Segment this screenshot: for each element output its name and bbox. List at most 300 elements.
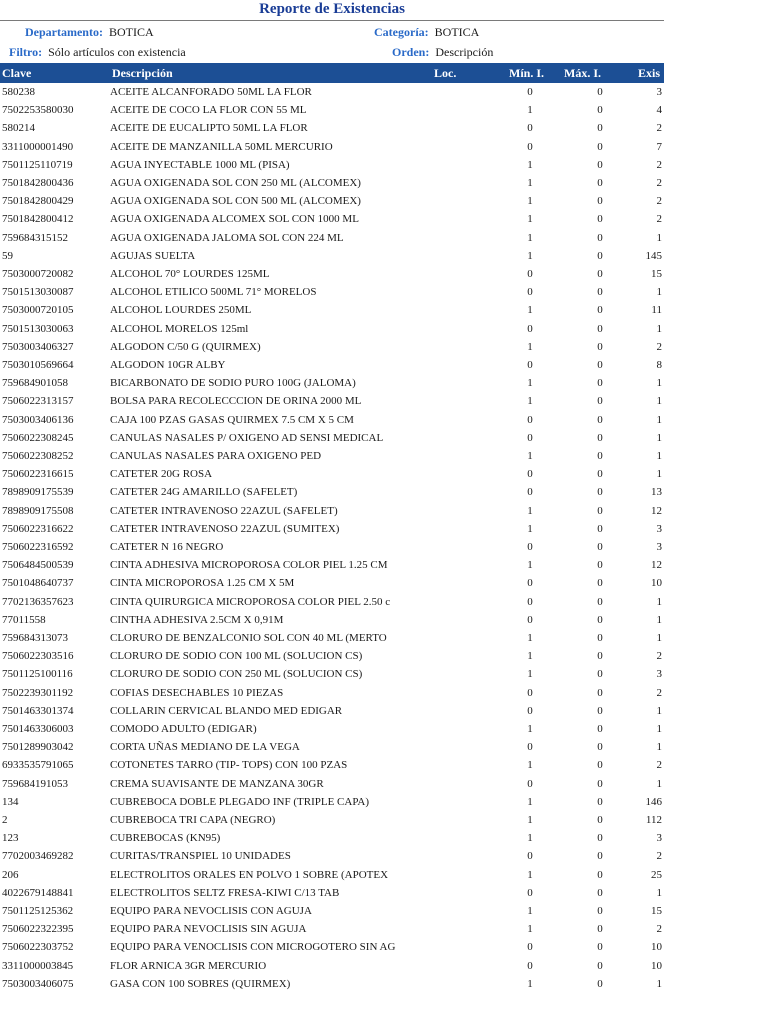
report-title: Reporte de Existencias	[259, 1, 405, 17]
cell-min: 1	[527, 759, 533, 772]
cell-min: 0	[527, 686, 533, 699]
departamento-field	[25, 25, 154, 40]
cell-exis: 2	[656, 650, 662, 663]
cell-min: 1	[527, 559, 533, 572]
cell-descripcion: CATETER N 16 NEGRO	[110, 541, 224, 553]
cell-clave: 7503000720105	[2, 304, 74, 317]
cell-exis: 12	[651, 504, 662, 517]
cell-min: 0	[527, 468, 533, 481]
cell-descripcion: BOLSA PARA RECOLECCCION DE ORINA 2000 ML	[110, 395, 362, 408]
cell-min: 1	[527, 395, 533, 408]
cell-max: 0	[597, 923, 603, 936]
cell-min: 0	[527, 431, 533, 444]
title-divider	[0, 20, 664, 21]
cell-clave: 7501842800436	[2, 177, 74, 189]
cell-max: 0	[597, 959, 603, 972]
cell-exis: 15	[651, 268, 662, 280]
cell-max: 0	[597, 832, 603, 845]
cell-min: 0	[527, 777, 533, 790]
table-row	[0, 210, 664, 228]
departamento-value: BOTICA	[108, 25, 154, 39]
cell-clave: 7503010569664	[2, 359, 74, 371]
cell-max: 0	[597, 613, 603, 626]
cell-min: 0	[527, 886, 533, 899]
cell-clave: 7501125110719	[2, 158, 73, 171]
cell-clave: 7898909175508	[2, 504, 74, 517]
table-row	[0, 556, 664, 574]
cell-descripcion: ACEITE DE COCO LA FLOR CON 55 ML	[110, 104, 307, 117]
cell-max: 0	[597, 723, 603, 735]
cell-min: 0	[527, 286, 533, 299]
cell-clave: 7501842800429	[2, 195, 74, 208]
table-row	[0, 447, 664, 465]
cell-exis: 1	[656, 322, 662, 335]
cell-descripcion: EQUIPO PARA NEVOCLISIS CON AGUJA	[110, 905, 312, 917]
cell-min: 0	[527, 613, 533, 626]
cell-clave: 4022679148841	[2, 886, 74, 899]
cell-exis: 1	[656, 395, 662, 408]
cell-exis: 1	[656, 413, 662, 426]
cell-descripcion: GASA CON 100 SOBRES (QUIRMEX)	[110, 977, 291, 990]
cell-min: 0	[527, 413, 533, 426]
cell-exis: 2	[656, 686, 662, 699]
cell-descripcion: COFIAS DESECHABLES 10 PIEZAS	[110, 686, 284, 699]
table-row	[0, 229, 664, 247]
cell-descripcion: CINTA ADHESIVA MICROPOROSA COLOR PIEL 1.25 CM	[110, 559, 388, 572]
cell-clave: 759684313073	[2, 632, 68, 644]
table-row	[0, 684, 664, 702]
cell-descripcion: AGUA OXIGENADA JALOMA SOL CON 224 ML	[110, 231, 344, 244]
cell-min: 1	[527, 249, 533, 262]
cell-exis: 3	[656, 832, 662, 845]
cell-min: 1	[527, 104, 533, 117]
cell-exis: 1	[656, 741, 662, 754]
cell-min: 1	[527, 522, 533, 535]
cell-clave: 7501513030063	[2, 322, 74, 335]
cell-descripcion: CLORURO DE SODIO CON 100 ML (SOLUCION CS)	[110, 650, 363, 663]
table-row	[0, 647, 664, 665]
table-row	[0, 192, 664, 210]
cell-clave: 7501125100116	[2, 668, 73, 681]
cell-descripcion: COLLARIN CERVICAL BLANDO MED EDIGAR	[110, 704, 343, 717]
cell-exis: 1	[656, 231, 662, 244]
cell-exis: 2	[656, 158, 662, 171]
table-row	[0, 502, 664, 520]
cell-max: 0	[597, 231, 603, 244]
cell-max: 0	[597, 595, 603, 608]
cell-clave: 7506022303752	[2, 941, 74, 954]
header-clave: Clave	[2, 66, 32, 80]
table-row	[0, 83, 664, 101]
table-row	[0, 138, 664, 156]
cell-max: 0	[597, 522, 603, 535]
cell-max: 0	[597, 668, 603, 681]
cell-clave: 580214	[2, 122, 35, 135]
cell-max: 0	[597, 977, 603, 990]
cell-clave: 7501289903042	[2, 741, 74, 754]
cell-descripcion: FLOR ARNICA 3GR MERCURIO	[110, 959, 267, 972]
cell-clave: 7506022322395	[2, 923, 74, 936]
cell-min: 1	[527, 213, 533, 226]
categoria-label: Categoría:	[374, 25, 429, 39]
cell-max: 0	[597, 213, 603, 226]
cell-min: 0	[527, 595, 533, 608]
cell-exis: 11	[651, 304, 662, 317]
cell-clave: 206	[2, 868, 19, 881]
cell-max: 0	[597, 759, 603, 772]
cell-exis: 13	[651, 486, 662, 499]
cell-exis: 2	[656, 122, 662, 135]
table-row	[0, 793, 664, 811]
table-row	[0, 119, 664, 137]
cell-max: 0	[597, 868, 603, 881]
cell-exis: 12	[651, 559, 662, 572]
table-row	[0, 938, 664, 956]
cell-exis: 1	[656, 886, 662, 899]
categoria-value: BOTICA	[434, 25, 480, 39]
cell-max: 0	[597, 577, 603, 590]
cell-max: 0	[597, 340, 603, 353]
cell-min: 1	[527, 814, 533, 826]
filtro-label: Filtro:	[9, 45, 43, 59]
cell-descripcion: ACEITE DE EUCALIPTO 50ML LA FLOR	[110, 122, 308, 135]
cell-max: 0	[597, 450, 603, 462]
cell-descripcion: CREMA SUAVISANTE DE MANZANA 30GR	[110, 777, 324, 790]
cell-max: 0	[597, 686, 603, 699]
cell-clave: 7506022316592	[2, 541, 74, 553]
categoria-field	[374, 25, 479, 40]
cell-max: 0	[597, 177, 603, 189]
cell-max: 0	[597, 195, 603, 208]
cell-clave: 7702136357623	[2, 595, 74, 608]
cell-max: 0	[597, 140, 603, 153]
cell-exis: 3	[656, 86, 662, 98]
cell-min: 1	[527, 668, 533, 681]
cell-exis: 1	[656, 613, 662, 626]
cell-descripcion: BICARBONATO DE SODIO PURO 100G (JALOMA)	[110, 377, 356, 390]
cell-max: 0	[597, 122, 603, 135]
cell-clave: 759684191053	[2, 777, 68, 790]
table-row	[0, 847, 664, 865]
cell-clave: 759684315152	[2, 231, 68, 244]
cell-max: 0	[597, 468, 603, 481]
cell-min: 0	[527, 741, 533, 754]
cell-min: 1	[527, 723, 533, 735]
table-row	[0, 465, 664, 483]
cell-exis: 15	[651, 905, 662, 917]
cell-min: 1	[527, 795, 533, 808]
cell-max: 0	[597, 650, 603, 663]
cell-exis: 2	[656, 850, 662, 863]
cell-exis: 1	[656, 632, 662, 644]
cell-descripcion: ALCOHOL LOURDES 250ML	[110, 304, 252, 317]
cell-exis: 1	[656, 468, 662, 481]
table-row	[0, 629, 664, 647]
cell-exis: 1	[656, 450, 662, 462]
cell-descripcion: CINTA QUIRURGICA MICROPOROSA COLOR PIEL 2.50 c	[110, 595, 391, 608]
cell-clave: 7501463301374	[2, 704, 74, 717]
cell-min: 1	[527, 832, 533, 845]
cell-clave: 7501125125362	[2, 905, 74, 917]
cell-exis: 1	[656, 595, 662, 608]
cell-exis: 146	[645, 795, 662, 808]
cell-descripcion: EQUIPO PARA NEVOCLISIS SIN AGUJA	[110, 923, 307, 936]
cell-descripcion: EQUIPO PARA VENOCLISIS CON MICROGOTERO SIN AG	[110, 941, 396, 954]
cell-clave: 7506022303516	[2, 650, 74, 663]
cell-clave: 6933535791065	[2, 759, 74, 772]
cell-descripcion: ACEITE DE MANZANILLA 50ML MERCURIO	[110, 140, 333, 153]
cell-clave: 7506022308245	[2, 431, 74, 444]
cell-descripcion: COTONETES TARRO (TIP- TOPS) CON 100 PZAS	[110, 759, 348, 772]
cell-descripcion: CAJA 100 PZAS GASAS QUIRMEX 7.5 CM X 5 CM	[110, 413, 354, 426]
table-row	[0, 247, 664, 265]
table-row	[0, 392, 664, 410]
cell-clave: 7702003469282	[2, 850, 74, 863]
cell-max: 0	[597, 795, 603, 808]
cell-clave: 7502239301192	[2, 686, 74, 699]
cell-descripcion: CUBREBOCAS (KN95)	[110, 832, 221, 845]
cell-min: 1	[527, 650, 533, 663]
table-row	[0, 483, 664, 501]
table-row	[0, 884, 664, 902]
cell-max: 0	[597, 158, 603, 171]
cell-descripcion: CATETER 24G AMARILLO (SAFELET)	[110, 486, 298, 499]
table-row	[0, 593, 664, 611]
table-row	[0, 265, 664, 283]
table-row	[0, 957, 664, 975]
cell-clave: 7503000720082	[2, 268, 74, 280]
cell-min: 0	[527, 704, 533, 717]
cell-descripcion: CANULAS NASALES P/ OXIGENO AD SENSI MEDICAL	[110, 431, 384, 444]
cell-min: 1	[527, 905, 533, 917]
cell-clave: 123	[2, 832, 19, 845]
filtro-field	[9, 45, 186, 60]
cell-descripcion: ELECTROLITOS ORALES EN POLVO 1 SOBRE (APOTEX	[110, 868, 389, 881]
cell-clave: 7501463306003	[2, 723, 74, 735]
header-max: Máx. I.	[564, 66, 601, 80]
cell-min: 1	[527, 158, 533, 171]
cell-max: 0	[597, 704, 603, 717]
cell-min: 1	[527, 504, 533, 517]
cell-max: 0	[597, 886, 603, 899]
cell-clave: 134	[2, 795, 19, 808]
cell-exis: 2	[656, 195, 662, 208]
cell-max: 0	[597, 431, 603, 444]
cell-clave: 7502253580030	[2, 104, 74, 117]
cell-descripcion: ELECTROLITOS SELTZ FRESA-KIWI C/13 TAB	[110, 886, 340, 899]
cell-max: 0	[597, 850, 603, 863]
cell-exis: 10	[651, 941, 662, 954]
cell-clave: 7506022308252	[2, 450, 74, 462]
cell-exis: 1	[656, 723, 662, 735]
cell-descripcion: CANULAS NASALES PARA OXIGENO PED	[110, 450, 322, 462]
cell-clave: 580238	[2, 86, 35, 98]
table-row	[0, 866, 664, 884]
cell-max: 0	[597, 286, 603, 299]
table-row	[0, 411, 664, 429]
cell-exis: 10	[651, 959, 662, 972]
cell-descripcion: ALGODON C/50 G (QUIRMEX)	[110, 340, 261, 353]
cell-min: 0	[527, 941, 533, 954]
cell-descripcion: CATETER INTRAVENOSO 22AZUL (SUMITEX)	[110, 522, 340, 535]
table-row	[0, 574, 664, 592]
cell-min: 1	[527, 923, 533, 936]
table-row	[0, 738, 664, 756]
cell-min: 1	[527, 450, 533, 462]
cell-exis: 2	[656, 340, 662, 353]
header-loc: Loc.	[434, 66, 457, 80]
table-row	[0, 174, 664, 192]
cell-max: 0	[597, 559, 603, 572]
cell-exis: 8	[656, 359, 662, 371]
cell-clave: 7501513030087	[2, 286, 74, 299]
cell-min: 1	[527, 977, 533, 990]
cell-min: 0	[527, 850, 533, 863]
cell-descripcion: ALCOHOL MORELOS 125ml	[110, 322, 249, 335]
table-row	[0, 156, 664, 174]
cell-descripcion: COMODO ADULTO (EDIGAR)	[110, 723, 257, 735]
table-row	[0, 283, 664, 301]
cell-descripcion: CUBREBOCA DOBLE PLEGADO INF (TRIPLE CAPA)	[110, 795, 370, 808]
cell-exis: 145	[645, 249, 662, 262]
cell-max: 0	[597, 941, 603, 954]
cell-min: 1	[527, 632, 533, 644]
table-row	[0, 975, 664, 993]
cell-exis: 2	[656, 177, 662, 189]
cell-clave: 7503003406327	[2, 340, 74, 353]
cell-clave: 7501048640737	[2, 577, 74, 590]
cell-min: 1	[527, 340, 533, 353]
orden-label: Orden:	[392, 45, 430, 59]
cell-exis: 3	[656, 522, 662, 535]
cell-max: 0	[597, 304, 603, 317]
cell-clave: 7501842800412	[2, 213, 74, 226]
cell-clave: 759684901058	[2, 377, 68, 390]
table-row	[0, 356, 664, 374]
table-row	[0, 665, 664, 683]
header-descripcion: Descripción	[112, 66, 173, 80]
cell-max: 0	[597, 413, 603, 426]
cell-min: 0	[527, 122, 533, 135]
table-row	[0, 301, 664, 319]
cell-clave: 3311000001490	[2, 140, 74, 153]
header-min: Mín. I.	[509, 66, 545, 80]
table-row	[0, 374, 664, 392]
table-row	[0, 720, 664, 738]
cell-descripcion: CORTA UÑAS MEDIANO DE LA VEGA	[110, 741, 300, 754]
cell-descripcion: AGUA INYECTABLE 1000 ML (PISA)	[110, 158, 290, 171]
cell-exis: 10	[651, 577, 662, 590]
cell-max: 0	[597, 395, 603, 408]
table-row	[0, 538, 664, 556]
cell-descripcion: CLORURO DE SODIO CON 250 ML (SOLUCION CS)	[110, 668, 363, 681]
orden-field	[392, 45, 493, 60]
cell-exis: 2	[656, 923, 662, 936]
cell-clave: 7898909175539	[2, 486, 74, 499]
table-row	[0, 902, 664, 920]
cell-descripcion: CURITAS/TRANSPIEL 10 UNIDADES	[110, 850, 291, 863]
cell-descripcion: CATETER INTRAVENOSO 22AZUL (SAFELET)	[110, 504, 338, 517]
cell-clave: 7506022313157	[2, 395, 74, 408]
cell-min: 0	[527, 486, 533, 499]
cell-descripcion: ALCOHOL ETILICO 500ML 71° MORELOS	[110, 286, 317, 299]
cell-max: 0	[597, 632, 603, 644]
cell-exis: 25	[651, 868, 662, 881]
cell-exis: 1	[656, 431, 662, 444]
cell-clave: 77011558	[2, 613, 46, 626]
departamento-label: Departamento:	[25, 25, 103, 39]
cell-max: 0	[597, 104, 603, 117]
cell-descripcion: CUBREBOCA TRI CAPA (NEGRO)	[110, 814, 276, 826]
cell-exis: 2	[656, 759, 662, 772]
table-row	[0, 520, 664, 538]
table-row	[0, 829, 664, 847]
table-row	[0, 702, 664, 720]
table-row	[0, 320, 664, 338]
cell-descripcion: AGUJAS SUELTA	[110, 249, 196, 262]
table-row	[0, 775, 664, 793]
cell-min: 1	[527, 377, 533, 390]
table-row	[0, 338, 664, 356]
cell-min: 0	[527, 322, 533, 335]
cell-clave: 7506484500539	[2, 559, 74, 572]
cell-min: 1	[527, 177, 533, 189]
cell-exis: 3	[656, 541, 662, 553]
table-header	[0, 63, 664, 83]
cell-min: 1	[527, 304, 533, 317]
cell-min: 0	[527, 541, 533, 553]
filtro-value: Sólo artículos con existencia	[48, 45, 186, 59]
cell-descripcion: AGUA OXIGENADA ALCOMEX SOL CON 1000 ML	[110, 213, 359, 226]
cell-max: 0	[597, 322, 603, 335]
cell-clave: 7503003406136	[2, 413, 74, 426]
cell-max: 0	[597, 377, 603, 390]
cell-exis: 1	[656, 286, 662, 299]
cell-max: 0	[597, 359, 603, 371]
cell-exis: 1	[656, 977, 662, 990]
cell-descripcion: CATETER 20G ROSA	[110, 468, 213, 481]
cell-exis: 1	[656, 704, 662, 717]
cell-max: 0	[597, 814, 603, 826]
cell-min: 0	[527, 959, 533, 972]
cell-descripcion: ALCOHOL 70° LOURDES 125ML	[110, 268, 270, 280]
cell-descripcion: CINTHA ADHESIVA 2.5CM X 0,91M	[110, 613, 284, 626]
cell-max: 0	[597, 905, 603, 917]
cell-max: 0	[597, 486, 603, 499]
table-row	[0, 101, 664, 119]
cell-min: 0	[527, 86, 533, 98]
cell-min: 1	[527, 195, 533, 208]
cell-exis: 1	[656, 377, 662, 390]
orden-value: Descripción	[435, 45, 494, 59]
cell-descripcion: CINTA MICROPOROSA 1.25 CM X 5M	[110, 577, 295, 590]
table-row	[0, 429, 664, 447]
cell-clave: 59	[2, 249, 13, 262]
cell-max: 0	[597, 504, 603, 517]
cell-min: 1	[527, 868, 533, 881]
cell-exis: 7	[656, 140, 662, 153]
cell-clave: 3311000003845	[2, 959, 74, 972]
cell-max: 0	[597, 86, 603, 98]
header-exis: Exis	[638, 66, 661, 80]
table-row	[0, 756, 664, 774]
table-row	[0, 811, 664, 829]
cell-max: 0	[597, 541, 603, 553]
cell-descripcion: CLORURO DE BENZALCONIO SOL CON 40 ML (MERTO	[110, 632, 387, 644]
cell-max: 0	[597, 777, 603, 790]
cell-descripcion: AGUA OXIGENADA SOL CON 500 ML (ALCOMEX)	[110, 195, 361, 208]
cell-exis: 3	[656, 668, 662, 681]
